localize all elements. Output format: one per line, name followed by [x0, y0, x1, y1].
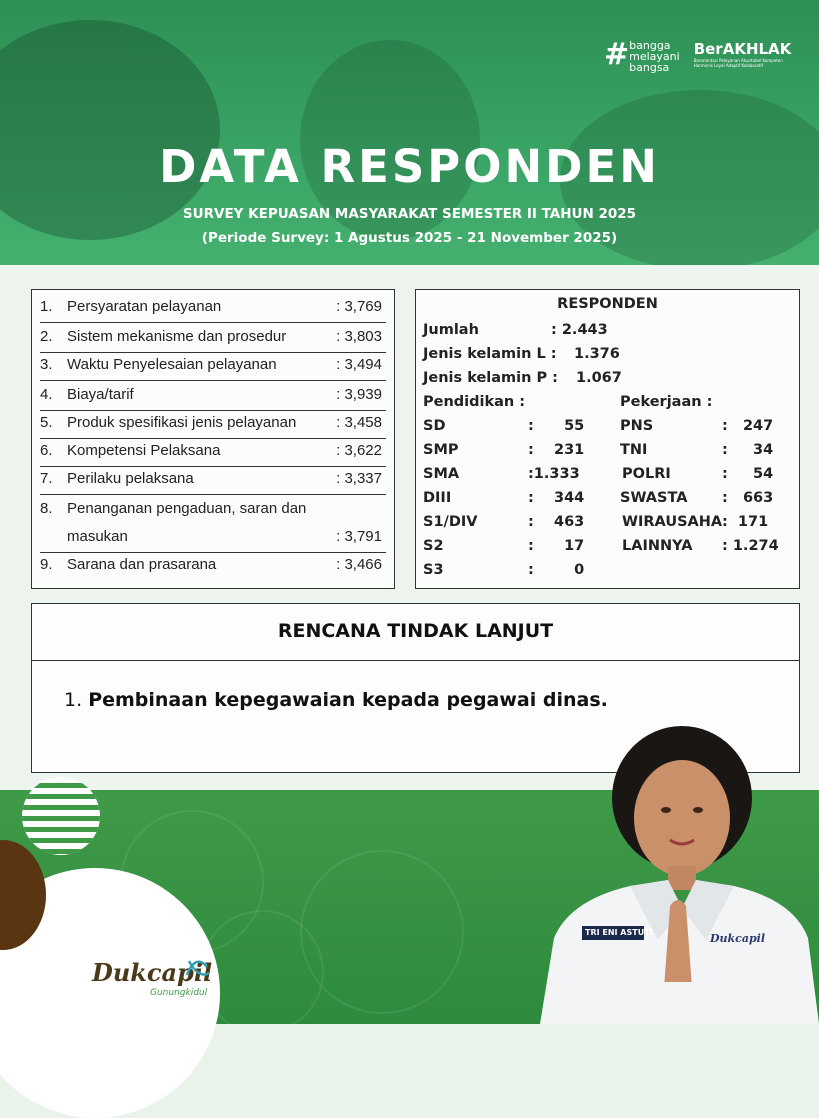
shirt-logo: Dukcapil — [710, 932, 766, 945]
page-title: DATA RESPONDEN — [159, 140, 660, 193]
score-row: 9. Sarana dan prasarana : 3,466 — [40, 556, 382, 573]
pekerjaan-value: : 54 — [722, 466, 774, 482]
survey-subtitle: SURVEY KEPUASAN MASYARAKAT SEMESTER II TAHUN 2025 — [182, 206, 637, 222]
officer-photo — [530, 720, 819, 1024]
pendidikan-value: :1.333 — [528, 466, 580, 482]
hash-icon: # — [604, 37, 630, 72]
pekerjaan-key: SWASTA — [620, 490, 688, 506]
pendidikan-label: Pendidikan : — [423, 394, 526, 410]
dukcapil-logo: Dukcapil — [92, 958, 213, 987]
tagline-line-3: bangsa — [629, 61, 670, 74]
score-row: 2. Sistem mekanisme dan prosedur : 3,803 — [40, 324, 386, 353]
pendidikan-value: : 344 — [528, 490, 585, 506]
pendidikan-key: S2 — [423, 538, 444, 554]
gender-l-value: 1.376 — [574, 346, 620, 362]
pekerjaan-key: POLRI — [622, 466, 671, 482]
pendidikan-key: SD — [423, 418, 446, 434]
tagline-line-2: melayani — [629, 50, 680, 63]
pekerjaan-value: : 1.274 — [722, 538, 779, 554]
score-row: 8. Penanganan pengaduan, saran dan — [40, 500, 307, 517]
bangga-melayani-bangsa-logo — [604, 37, 792, 74]
striped-circle-decoration — [22, 777, 100, 855]
gender-p-label: Jenis kelamin P : — [423, 370, 558, 386]
rtl-item-number: 1. — [64, 689, 83, 711]
score-row: 4. Biaya/tarif : 3,939 — [40, 382, 386, 411]
dukcapil-logo-icon — [183, 955, 211, 981]
gender-l-label: Jenis kelamin L : — [423, 346, 557, 362]
pendidikan-value: : 55 — [528, 418, 585, 434]
score-row: 7. Perilaku pelaksana : 3,337 — [40, 466, 386, 495]
pekerjaan-value: : 663 — [722, 490, 774, 506]
score-row: 5. Produk spesifikasi jenis pelayanan : 3,458 — [40, 410, 386, 439]
score-row: 3. Waktu Penyelesaian pelayanan : 3,494 — [40, 352, 386, 381]
jumlah-value: : 2.443 — [551, 322, 608, 338]
pekerjaan-value: : 34 — [722, 442, 774, 458]
tagline-line-1: bangga — [629, 39, 671, 52]
responden-title: RESPONDEN — [557, 296, 658, 312]
name-badge: TRI ENI ASTUTI — [585, 928, 653, 937]
pekerjaan-key: TNI — [620, 442, 648, 458]
berakhlak-subtitle: Berorientasi Pelayanan Akuntabel Kompeten Harmonis Loyal Adaptif Kolaboratif — [693, 58, 783, 68]
survey-period: (Periode Survey: 1 Agustus 2025 - 21 November 2025) — [201, 230, 618, 246]
pekerjaan-key: PNS — [620, 418, 654, 434]
pekerjaan-label: Pekerjaan : — [620, 394, 713, 410]
gender-p-value: 1.067 — [576, 370, 622, 386]
berakhlak-logo — [688, 40, 792, 68]
rtl-divider — [32, 660, 799, 661]
score-row: 1. Persyaratan pelayanan : 3,769 — [40, 294, 386, 323]
rtl-item-text: Pembinaan kepegawaian kepada pegawai dinas. — [88, 689, 608, 711]
responden-panel — [415, 289, 800, 589]
jumlah-label: Jumlah — [423, 322, 479, 338]
pekerjaan-key: LAINNYA — [622, 538, 693, 554]
score-row: masukan : 3,791 — [40, 524, 386, 553]
pendidikan-value: : 0 — [528, 562, 585, 578]
pekerjaan-value: : 171 — [722, 514, 769, 530]
score-table — [31, 289, 395, 589]
dukcapil-logo-subtitle: Gunungkidul — [150, 988, 208, 998]
pendidikan-key: S1/DIV — [423, 514, 478, 530]
rtl-item — [64, 689, 608, 711]
berakhlak-title: BerAKHLAK — [693, 40, 792, 58]
rtl-title: RENCANA TINDAK LANJUT — [277, 620, 554, 642]
pekerjaan-key: WIRAUSAHA — [622, 514, 723, 530]
pendidikan-key: SMA — [423, 466, 460, 482]
score-row: 6. Kompetensi Pelaksana : 3,622 — [40, 438, 386, 467]
pendidikan-value: : 231 — [528, 442, 585, 458]
pendidikan-value: : 463 — [528, 514, 585, 530]
pendidikan-key: DIII — [423, 490, 452, 506]
pekerjaan-value: : 247 — [722, 418, 774, 434]
pendidikan-key: S3 — [423, 562, 444, 578]
pendidikan-value: : 17 — [528, 538, 585, 554]
pendidikan-key: SMP — [423, 442, 459, 458]
